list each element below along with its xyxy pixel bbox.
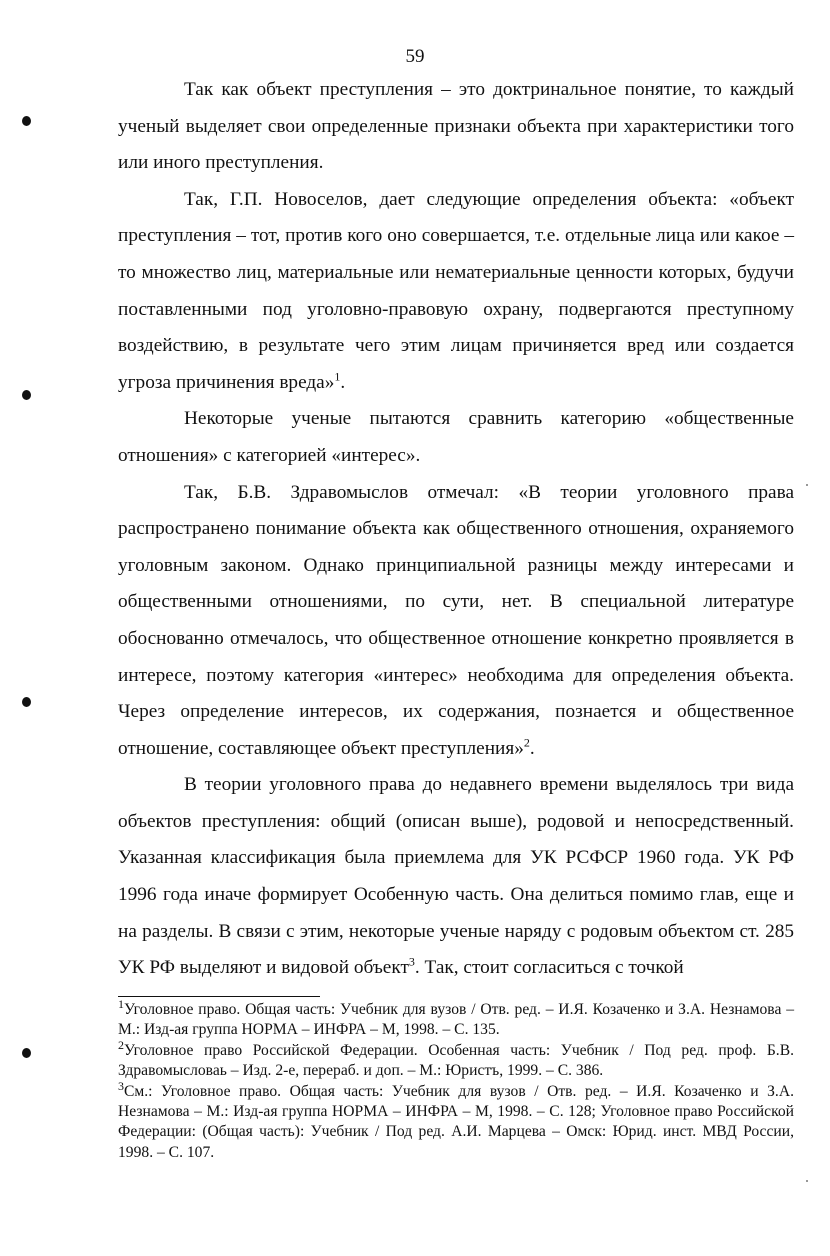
footnote-ref: 1 bbox=[334, 369, 341, 384]
paragraph bbox=[118, 475, 794, 768]
scan-speck bbox=[806, 484, 808, 486]
footnote-mark: 1 bbox=[118, 996, 124, 1011]
footnote-ref: 2 bbox=[523, 735, 530, 750]
page-number: 59 bbox=[405, 46, 425, 67]
paragraph: Так как объект преступления – это доктринальное понятие, то каждый ученый выделяет свои определенные признаки объекта при характеристики того или иного преступления. bbox=[118, 79, 794, 174]
binder-hole-mark bbox=[22, 116, 31, 126]
footnote-text: Уголовное право Российской Федерации. Особенная часть: Учебник / Под ред. проф. Б.В. Здравомысловаь – Изд. 2-е, перераб. и доп. – М.: Юристъ, 1999. – С. 386. bbox=[118, 1041, 794, 1080]
binder-hole-mark bbox=[22, 1048, 31, 1058]
paragraph bbox=[118, 767, 794, 987]
period: . bbox=[529, 737, 535, 759]
period: . bbox=[340, 371, 346, 393]
paragraph-text-continued: . Так, стоит согласиться с точкой bbox=[414, 957, 684, 979]
paragraph-text: Так, Б.В. Здравомыслов отмечал: «В теории уголовного права распространено понимание объекта как общественного отношения, охраняемого уголовным законом. Однако принципиальной разницы между интересами и общественными отношениями, по сути, нет. В специальной литературе обоснованно отмечалось, что общественное отношение конкретно проявляется в интересе, поэтому категория «интерес» необходима для определения объекта. Через определение интересов, их содержания, познается и общественное отношение, составляющее объект преступления» bbox=[118, 481, 794, 759]
paragraph-text: В теории уголовного права до недавнего времени выделялось три вида объектов преступления: общий (описан выше), родовой и непосредственный. Указанная классификация была приемлема для УК РСФСР 1960 года. УК РФ 1996 года иначе формирует Особенную часть. Она делиться помимо глав, еще и на разделы. В связи с этим, некоторые ученые наряду с родовым объектом ст. 285 УК РФ выделяют и видовой объект bbox=[118, 774, 794, 979]
footnote bbox=[118, 996, 794, 1041]
paragraph-text: Так, Г.П. Новоселов, дает следующие определения объекта: «объект преступления – тот, против кого оно совершается, т.е. отдельные лица или какое – то множество лиц, материальные или нематериальные ценности которых, будучи поставленными под уголовно-правовую охрану, подвергаются преступному воздействию, в результате чего этим лицам причиняется вред или создается угроза причинения вреда» bbox=[118, 188, 794, 393]
body-text bbox=[118, 72, 794, 987]
footnote bbox=[118, 1037, 794, 1082]
footnote bbox=[118, 1078, 794, 1164]
scan-speck bbox=[806, 1180, 808, 1182]
footnote-mark: 3 bbox=[118, 1078, 124, 1093]
footnote-text: Уголовное право. Общая часть: Учебник для вузов / Отв. ред. – И.Я. Козаченко и З.А. Незнамова – М.: Изд-ая группа НОРМА – ИНФРА – М, 1998. – С. 135. bbox=[118, 1001, 794, 1039]
paragraph: Некоторые ученые пытаются сравнить категорию «общественные отношения» с категорией «интерес». bbox=[118, 408, 794, 466]
binder-hole-mark bbox=[22, 390, 31, 400]
footnote-mark: 2 bbox=[118, 1037, 124, 1052]
binder-hole-mark bbox=[22, 697, 31, 707]
footnotes bbox=[118, 996, 794, 1163]
paragraph bbox=[118, 182, 794, 402]
footnote-text: См.: Уголовное право. Общая часть: Учебник для вузов / Отв. ред. – И.Я. Козаченко и З.А. Незнамова – М.: Изд-ая группа НОРМА – ИНФРА – М, 1998. – С. 128; Уголовное право Российской Федерации: (Общая часть): Учебник / Под ред. А.И. Марцева – Омск: Юрид. инст. МВД России, 1998. – С. 107. bbox=[118, 1082, 794, 1161]
footnote-separator bbox=[118, 996, 320, 997]
footnote-ref: 3 bbox=[408, 954, 415, 969]
